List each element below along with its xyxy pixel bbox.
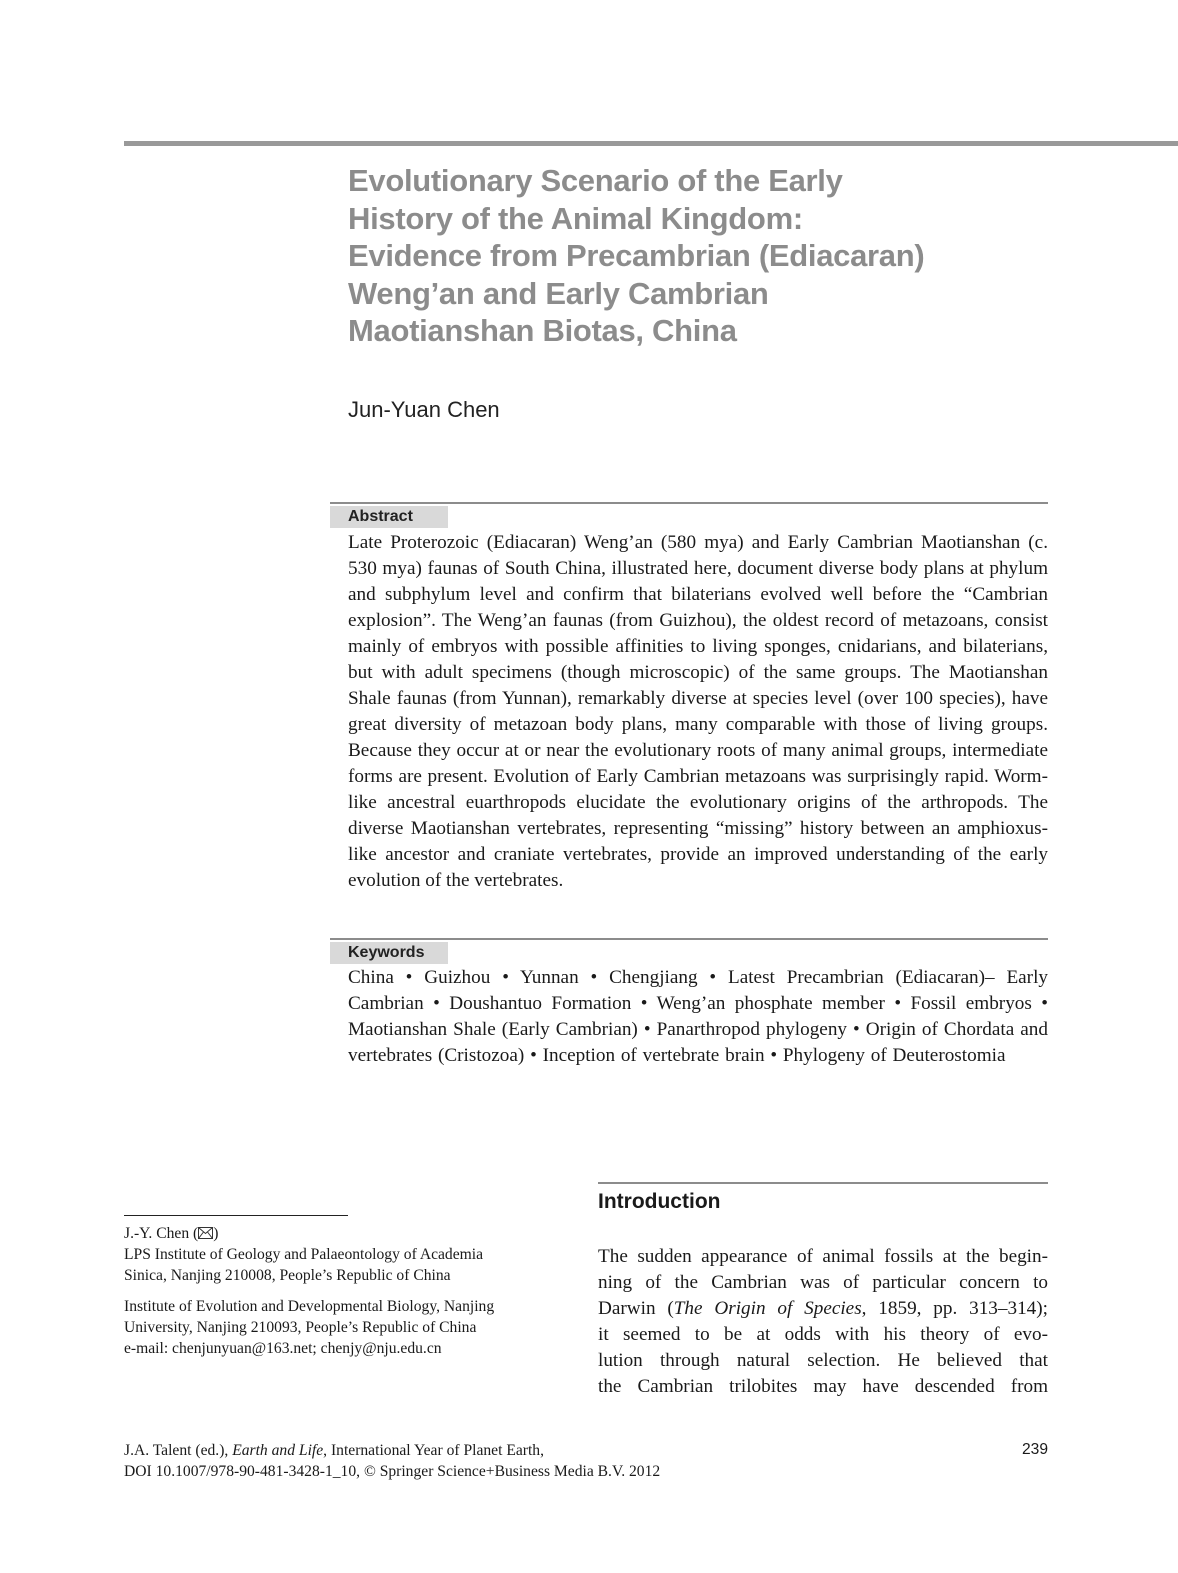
book-title: The Origin of Species [673,1298,862,1319]
footnote-author-name: J.-Y. Chen ( [124,1225,199,1242]
keywords-text: China • Guizhou • Yunnan • Chengjiang • Latest Precambrian (Ediacaran)– Early Cambrian • Doushantuo Formation • Weng’an phosphate member • Fossil embryos • Maotianshan Shale (Early Cambrian) • Panarthropod phylogeny • Origin of Chordata and vertebrates (Cristozoa) • Inception of vertebrate brain • Phylogeny of Deuterostomia [348,967,1048,1066]
title-line: Evidence from Precambrian (Ediacaran) [348,238,925,273]
introduction-heading: Introduction [598,1190,721,1213]
author-name: Jun-Yuan Chen [348,397,500,422]
affiliation-line: Institute of Evolution and Developmental Biology, Nanjing [124,1298,495,1315]
intro-line: The sudden appearance of animal fossils at the begin- [598,1246,1048,1267]
doi-line: DOI 10.1007/978-90-481-3428-1_10, © Springer Science+Business Media B.V. 2012 [124,1463,661,1480]
book-title: Earth and Life [232,1442,324,1459]
email-line: e-mail: chenjunyuan@163.net; chenjy@nju.edu.cn [124,1340,442,1357]
title-line: Evolutionary Scenario of the Early [348,163,843,198]
paper-title [348,162,1048,350]
affiliation-line: LPS Institute of Geology and Palaeontology of Academia [124,1246,484,1263]
citation-series: , International Year of Planet Earth, [323,1442,545,1459]
introduction-text [598,1244,1048,1400]
page-number: 239 [1021,1441,1048,1458]
envelope-icon [198,1224,213,1245]
footnote-affiliation-1 [124,1244,564,1286]
abstract-text: Late Proterozoic (Ediacaran) Weng’an (580 mya) and Early Cambrian Maotianshan (c. 530 mya) faunas of South China, illustrated here, document diverse body plans at phylum and subphylum level and confirm that bilaterians evolved well before the “Cambrian explosion”. The Weng’an faunas (from Guizhou), the oldest record of metazoans, consist mainly of embryos with possible affinities to living sponges, cnidarians, and bilaterians, but with adult specimens (though microscopic) of the same groups. The Maotianshan Shale faunas (from Yunnan), remarkably diverse at species level (over 100 species), have great diversity of metazoan body plans, many comparable with those of living groups. Because they occur at or near the evolutionary roots of many animal groups, intermediate forms are present. Evolution of Early Cambrian metazoans was surprisingly rapid. Worm-like ancestral euarthropods elucidate the evolutionary origins of the arthropods. The diverse Maotianshan vertebrates, representing “missing” history between an amphioxus-like ancestor and craniate vertebrates, provide an improved understanding of the early evolution of the vertebrates. [348,532,1048,891]
intro-line: the Cambrian trilobites may have descended from [598,1376,1048,1397]
keywords-rule [330,938,1048,940]
intro-line-text: , 1859, pp. 313–314); [861,1298,1048,1319]
top-rule [124,141,1178,146]
citation-editor: J.A. Talent (ed.), [124,1442,233,1459]
title-line: Weng’an and Early Cambrian [348,275,769,311]
title-line: Maotianshan Biotas, China [348,313,737,348]
intro-line-text: Darwin ( [598,1298,674,1319]
intro-line: it seemed to be at odds with his theory of evo- [598,1324,1048,1345]
running-foot [124,1440,824,1482]
footnote-rule [124,1215,348,1216]
keywords-heading: Keywords [330,942,448,964]
abstract-rule [330,502,1048,504]
intro-line [598,1296,1048,1322]
footnote-author [124,1223,564,1245]
affiliation-line: Sinica, Nanjing 210008, People’s Republic of China [124,1267,451,1284]
intro-line: lution through natural selection. He believed that [598,1350,1048,1371]
abstract-heading: Abstract [330,506,448,528]
citation-line-1 [124,1440,824,1461]
footnote-affiliation-2 [124,1296,564,1359]
title-line: History of the Animal Kingdom: [348,200,803,236]
affiliation-line: University, Nanjing 210093, People’s Republic of China [124,1319,477,1336]
intro-line: ning of the Cambrian was of particular concern to [598,1272,1048,1293]
introduction-rule [598,1182,1048,1184]
footnote-author-close: ) [213,1225,219,1242]
